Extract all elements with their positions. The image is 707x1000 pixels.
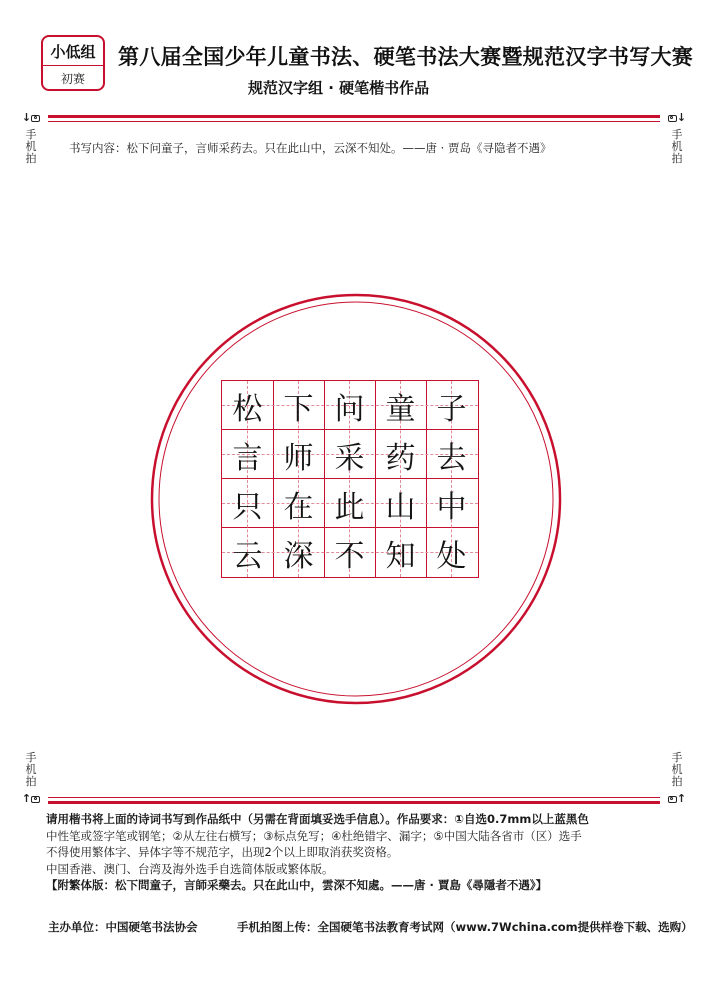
upload-info: 手机拍图上传：全国硬笔书法教育考试网（www.7Wchina.com提供样卷下载、选购） [237,920,693,934]
contest-subtitle: 规范汉字组 · 硬笔楷书作品 [248,79,430,97]
arrow-up-icon: ↑ [21,792,32,805]
traditional-version-line: 【附繁体版：松下問童子，言師采藥去。只在此山中，雲深不知處。——唐 · 賈島《尋隱者不遇》】 [46,878,548,892]
grid-cell: 此 [334,489,365,525]
grid-cell: 不 [334,538,365,574]
phone-shoot-label: 手 机 拍 [25,751,37,788]
grid-cell: 言 [232,440,263,476]
top-rule-thin [48,121,660,122]
grid-cell: 问 [334,391,365,427]
badge-stage-label: 初赛 [60,71,85,86]
bottom-rule-thin [48,797,660,798]
grid-cell: 知 [385,538,416,574]
grid-cell: 师 [283,440,314,476]
corner-marker-top-right [664,112,690,165]
top-rule-thick [48,115,660,118]
grid-cell: 松 [232,391,263,427]
group-badge [41,35,105,91]
camera-icon [31,115,40,122]
badge-group-label: 小低组 [43,37,103,66]
grid-cell: 处 [436,538,467,574]
phone-shoot-label: 手 机 拍 [671,751,683,788]
camera-icon [31,796,40,803]
writing-content: 书写内容：松下问童子，言师采药去。只在此山中，云深不知处。——唐 · 贾岛《寻隐者不遇》 [69,141,552,155]
grid-cell: 在 [283,489,314,525]
phone-shoot-label: 手 机 拍 [25,128,37,165]
requirements-line: 请用楷书将上面的诗词书写到作品纸中（另需在背面填妥选手信息）。作品要求：①自选0.7mm以上蓝黑色 [46,812,589,826]
contest-title: 第八届全国少年儿童书法、硬笔书法大赛暨规范汉字书写大赛 [118,45,694,69]
grid-cell: 药 [385,440,416,476]
grid-cell: 采 [334,440,365,476]
grid-cell: 中 [436,489,467,525]
camera-icon [668,796,677,803]
grid-cell: 下 [283,391,314,427]
corner-marker-top-left [18,112,44,165]
bottom-rule-thick [48,801,660,804]
phone-shoot-label: 手 机 拍 [671,128,683,165]
grid-cell: 深 [283,538,314,574]
corner-marker-bottom-left [18,752,44,805]
grid-cell: 童 [385,391,416,427]
grid-cell: 云 [232,538,263,574]
corner-marker-bottom-right [664,752,690,805]
grid-cell: 只 [232,489,263,525]
requirements-line: 中性笔或签字笔或钢笔；②从左往右横写；③标点免写；④杜绝错字、漏字；⑤中国大陆各省市（区）选手 [46,828,582,843]
arrow-down-icon: ↓ [676,111,687,124]
requirements-line: 中国香港、澳门、台湾及海外选手自选简体版或繁体版。 [46,861,334,876]
requirements-text [46,811,666,894]
calligraphy-grid [221,380,479,578]
grid-cell: 山 [385,489,416,525]
grid-cell: 去 [436,440,467,476]
requirements-line: 不得使用繁体字、异体字等不规范字，出现2个以上即取消获奖资格。 [46,845,399,859]
grid-cell: 子 [436,391,467,427]
camera-icon [668,115,677,122]
arrow-down-icon: ↓ [21,111,32,124]
organizer: 主办单位：中国硬笔书法协会 [48,920,198,934]
arrow-up-icon: ↑ [676,792,687,805]
